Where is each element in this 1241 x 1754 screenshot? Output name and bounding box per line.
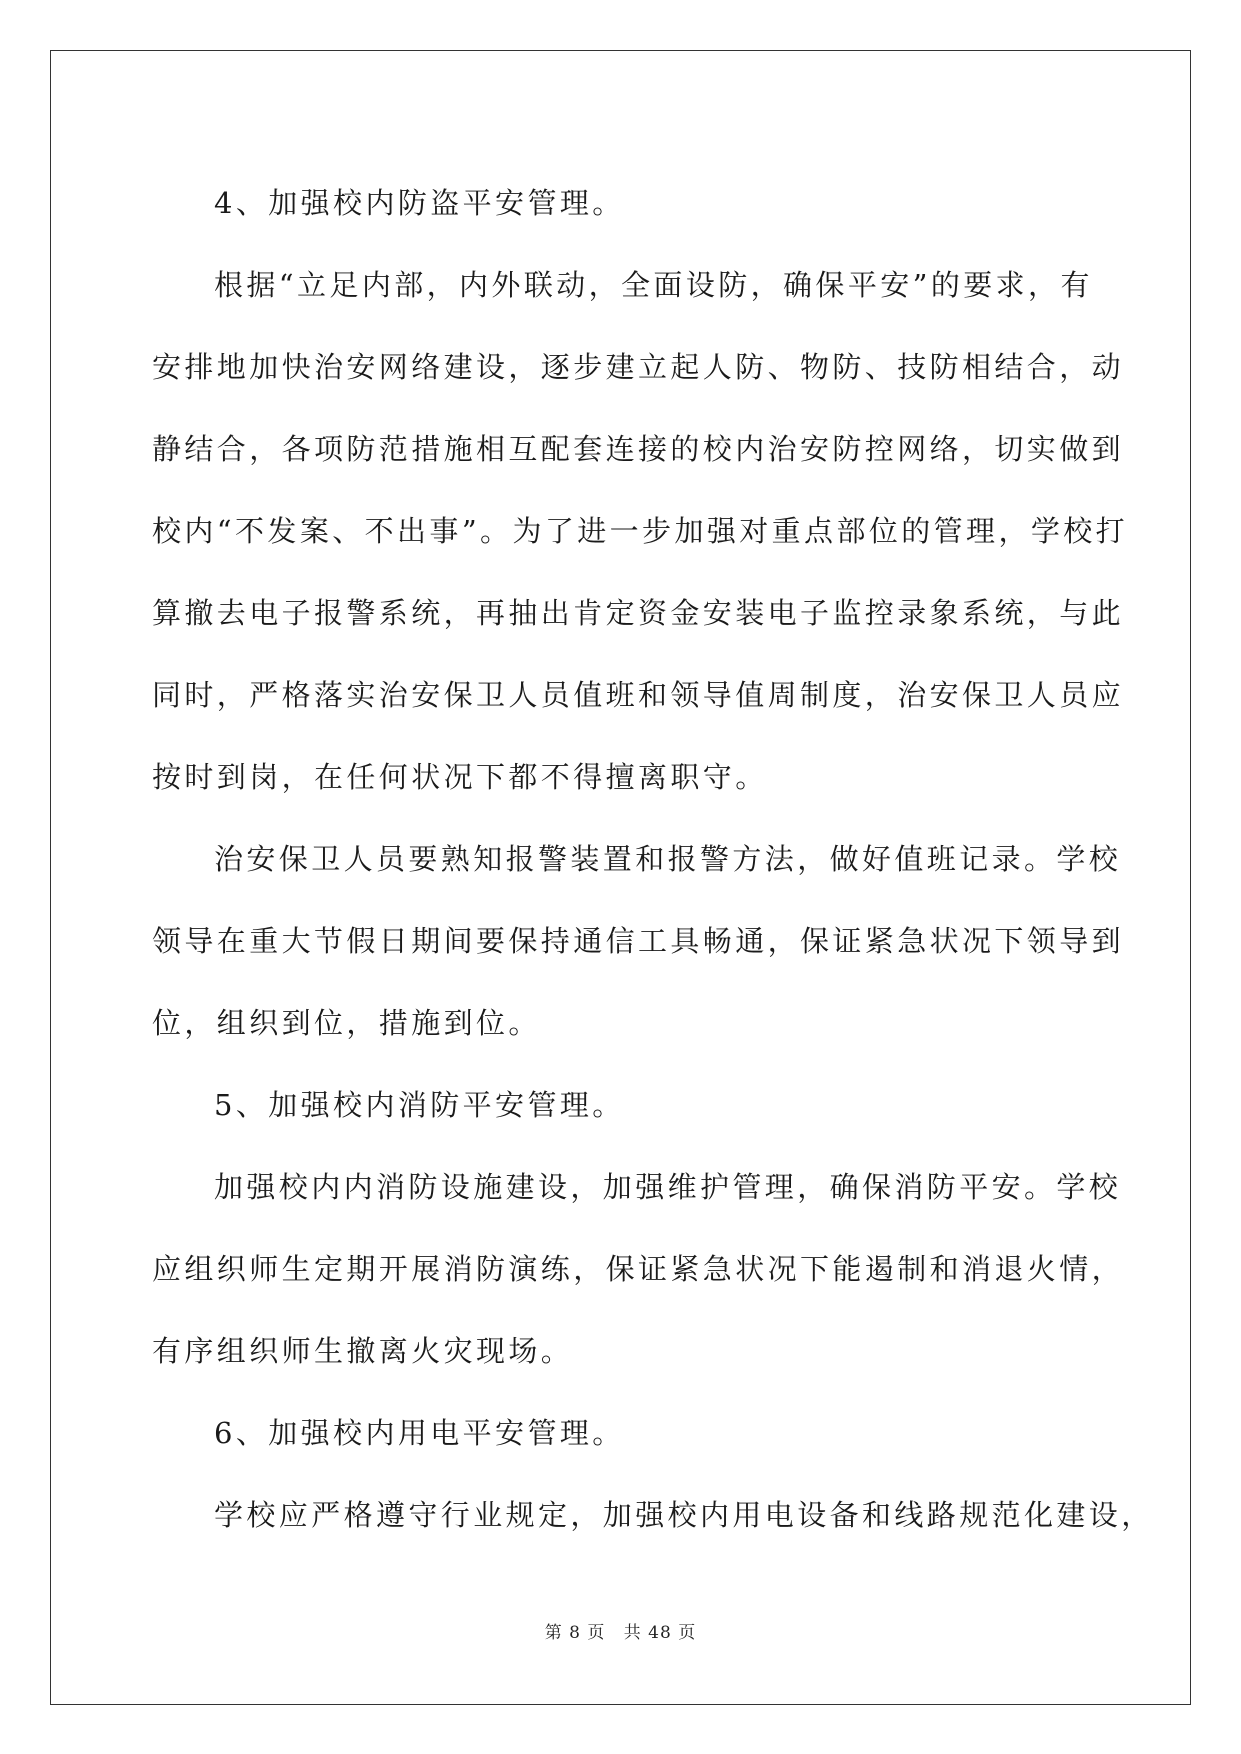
page-footer xyxy=(0,1618,1241,1643)
text-line: 按时到岗，在任何状况下都不得擅离职守。 xyxy=(152,760,768,794)
page-number: 第 8 页 xyxy=(544,1623,606,1643)
heading-6: 6、加强校内用电平安管理。 xyxy=(214,1416,625,1450)
text-line: 根据“立足内部，内外联动，全面设防，确保平安”的要求，有 xyxy=(214,268,1093,302)
text-line: 学校应严格遵守行业规定，加强校内用电设备和线路规范化建设， xyxy=(214,1498,1154,1532)
page-total: 共 48 页 xyxy=(623,1623,697,1643)
text-line: 静结合，各项防范措施相互配套连接的校内治安防控网络，切实做到 xyxy=(152,432,1125,466)
text-line: 应组织师生定期开展消防演练，保证紧急状况下能遏制和消退火情， xyxy=(152,1252,1125,1286)
text-line: 校内“不发案、不出事”。为了进一步加强对重点部位的管理，学校打 xyxy=(152,514,1129,548)
heading-4: 4、加强校内防盗平安管理。 xyxy=(214,186,625,220)
document-text xyxy=(152,162,1154,1556)
text-line: 有序组织师生撤离火灾现场。 xyxy=(152,1334,574,1368)
heading-5: 5、加强校内消防平安管理。 xyxy=(214,1088,625,1122)
text-line: 同时，严格落实治安保卫人员值班和领导值周制度，治安保卫人员应 xyxy=(152,678,1125,712)
text-line: 加强校内内消防设施建设，加强维护管理，确保消防平安。学校 xyxy=(214,1170,1122,1204)
text-line: 领导在重大节假日期间要保持通信工具畅通，保证紧急状况下领导到 xyxy=(152,924,1125,958)
text-line: 位，组织到位，措施到位。 xyxy=(152,1006,541,1040)
text-line: 安排地加快治安网络建设，逐步建立起人防、物防、技防相结合，动 xyxy=(152,350,1125,384)
document-body xyxy=(152,162,1154,1556)
text-line: 算撤去电子报警系统，再抽出肯定资金安装电子监控录象系统，与此 xyxy=(152,596,1125,630)
text-line: 治安保卫人员要熟知报警装置和报警方法，做好值班记录。学校 xyxy=(214,842,1122,876)
